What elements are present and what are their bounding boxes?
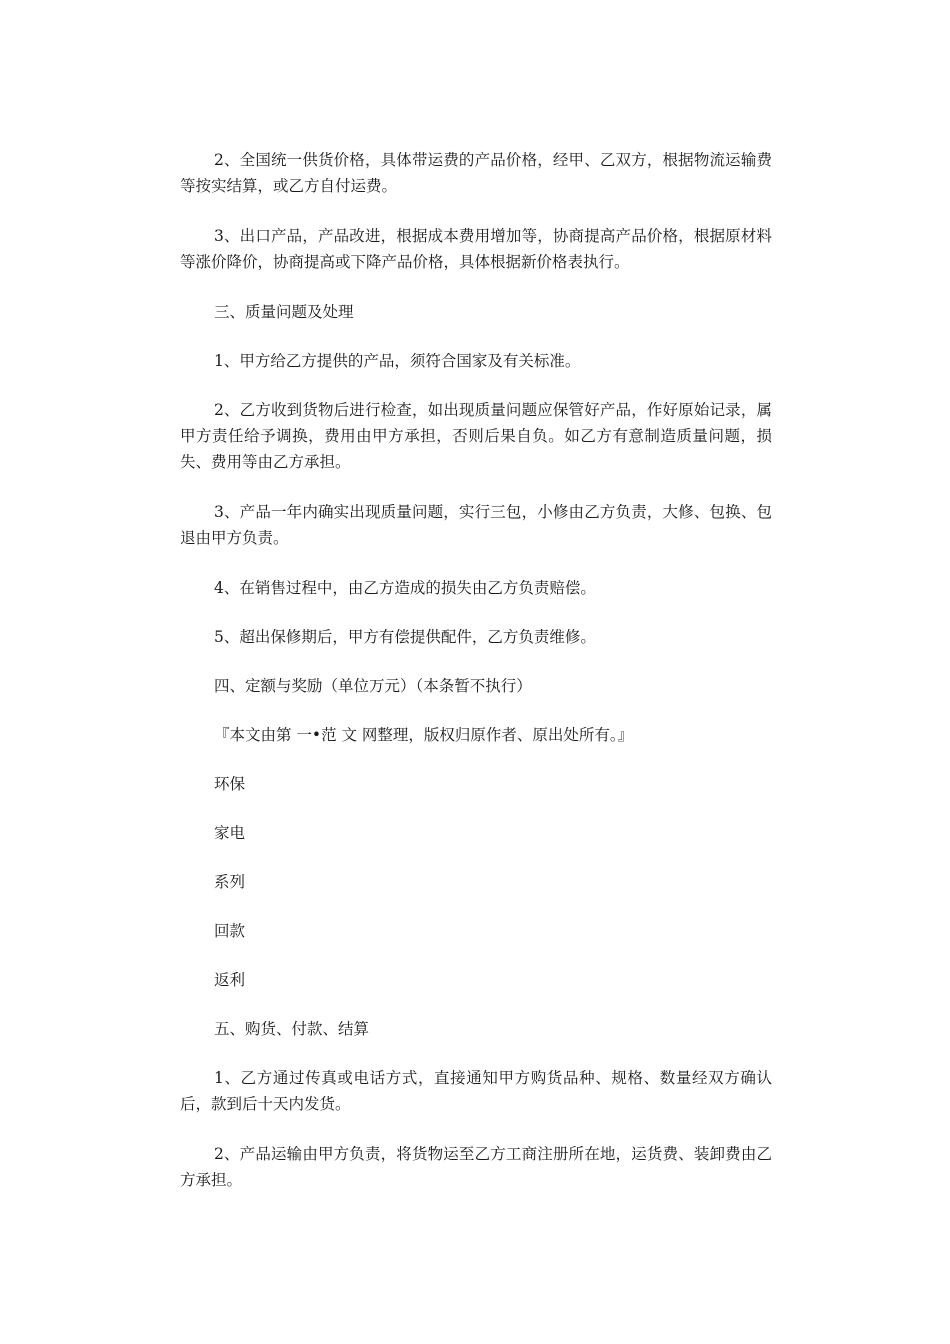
paragraph-quality-5: 5、超出保修期后，甲方有偿提供配件，乙方负责维修。: [214, 628, 596, 646]
source-notice: 『本文由第 一•范 文 网整理，版权归原作者、原出处所有。』: [214, 726, 634, 744]
paragraph-quality-3: 3、产品一年内确实出现质量问题，实行三包，小修由乙方负责，大修、包换、包退由甲方负责。: [180, 503, 772, 547]
paragraph-price-uniform: 2、全国统一供货价格，具体带运费的产品价格，经甲、乙双方，根据物流运输费等按实结算，或乙方自付运费。: [180, 151, 772, 195]
section-heading-quota: 四、定额与奖励（单位万元）（本条暂不执行）: [214, 677, 532, 695]
list-item-appliances: 家电: [214, 824, 246, 842]
paragraph-export-products: 3、出口产品，产品改进，根据成本费用增加等，协商提高产品价格，根据原材料等涨价降价，协商提高或下降产品价格，具体根据新价格表执行。: [180, 227, 772, 271]
list-item-payment-return: 回款: [214, 922, 246, 940]
paragraph-quality-1: 1、甲方给乙方提供的产品，须符合国家及有关标准。: [214, 352, 581, 370]
list-item-rebate: 返利: [214, 971, 246, 989]
paragraph-quality-4: 4、在销售过程中，由乙方造成的损失由乙方负责赔偿。: [214, 579, 596, 597]
section-heading-purchase: 五、购货、付款、结算: [214, 1020, 370, 1038]
paragraph-quality-2: 2、乙方收到货物后进行检查，如出现质量问题应保管好产品，作好原始记录，属甲方责任给予调换，费用由甲方承担，否则后果自负。如乙方有意制造质量问题，损失、费用等由乙方承担。: [180, 401, 772, 471]
paragraph-purchase-2: 2、产品运输由甲方负责，将货物运至乙方工商注册所在地，运货费、装卸费由乙方承担。: [180, 1145, 772, 1189]
document-page: [180, 147, 772, 1217]
list-item-series: 系列: [214, 873, 246, 891]
list-item-environmental: 环保: [214, 775, 246, 793]
paragraph-purchase-1: 1、乙方通过传真或电话方式，直接通知甲方购货品种、规格、数量经双方确认后，款到后十天内发货。: [180, 1069, 772, 1113]
section-heading-quality: 三、质量问题及处理: [214, 303, 354, 321]
